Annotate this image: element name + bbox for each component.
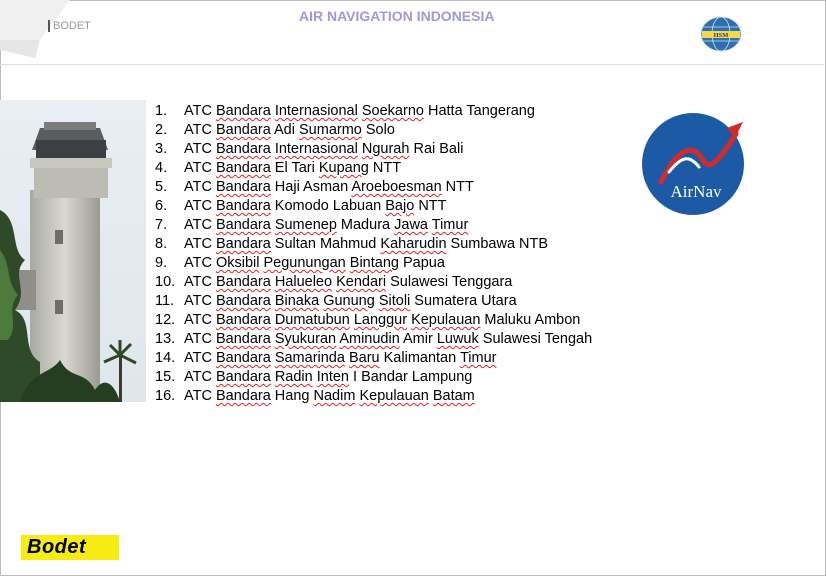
list-item-text: Hang xyxy=(270,388,314,404)
spellcheck-word: Bandara xyxy=(215,274,271,290)
list-item-text: ATC xyxy=(184,274,216,290)
list-item-text: Rai Bali xyxy=(409,141,464,157)
list-item-text: ATC xyxy=(184,122,216,138)
list-item xyxy=(155,140,592,159)
spellcheck-word: Bajo xyxy=(385,198,415,214)
atc-list xyxy=(155,102,592,406)
hsm-logo-text: HSM xyxy=(713,32,729,39)
spellcheck-word: Nadim xyxy=(313,388,356,404)
list-item-text: Maluku Ambon xyxy=(480,312,581,328)
list-item-text: Solo xyxy=(361,122,395,138)
list-item-number: 3. xyxy=(155,141,168,157)
list-item-text: Amir xyxy=(399,331,437,347)
spellcheck-word: Timur xyxy=(431,217,469,233)
spellcheck-word: Timur xyxy=(459,350,497,366)
spellcheck-word: Kendari xyxy=(336,274,387,290)
list-item xyxy=(155,311,592,330)
list-item xyxy=(155,292,592,311)
spellcheck-word: Sumenep xyxy=(274,217,337,233)
list-item-number: 7. xyxy=(155,217,168,233)
spellcheck-word: Radin xyxy=(274,369,313,385)
airnav-logo xyxy=(641,112,745,216)
list-item-text: Sulawesi Tenggara xyxy=(386,274,513,290)
list-item xyxy=(155,368,592,387)
spellcheck-word: Inten xyxy=(316,369,349,385)
list-item-text: Madura xyxy=(336,217,395,233)
list-item xyxy=(155,273,592,292)
list-item-text: Sulawesi Tengah xyxy=(478,331,593,347)
list-item-number: 2. xyxy=(155,122,168,138)
list-item-text: Sultan Mahmud xyxy=(270,236,381,252)
list-item-text: Papua xyxy=(398,255,445,271)
spellcheck-word: Bandara xyxy=(215,198,271,214)
header-brand: BODET xyxy=(48,20,91,32)
list-item-number: 9. xyxy=(155,255,168,271)
spellcheck-word: Gunung xyxy=(323,293,375,309)
list-item-text: NTT xyxy=(441,179,474,195)
list-item-text: ATC xyxy=(184,217,216,233)
spellcheck-word: Dumatubun xyxy=(274,312,350,328)
list-item xyxy=(155,159,592,178)
spellcheck-word: Pegunungan xyxy=(263,255,346,271)
list-item-text: NTT xyxy=(414,198,447,214)
spellcheck-word: Bandara xyxy=(215,293,271,309)
list-item xyxy=(155,387,592,406)
spellcheck-word: Bandara xyxy=(215,122,271,138)
list-item-text: Adi xyxy=(270,122,299,138)
spellcheck-word: Bandara xyxy=(215,369,271,385)
spellcheck-word: Halueleo xyxy=(274,274,333,290)
spellcheck-word: Syukuran xyxy=(274,331,337,347)
spellcheck-word: Samarinda xyxy=(274,350,345,366)
spellcheck-word: Sitoli xyxy=(378,293,411,309)
control-tower-photo xyxy=(0,100,146,402)
spellcheck-word: Ngurah xyxy=(361,141,410,157)
list-item-text: ATC xyxy=(184,312,216,328)
spellcheck-word: Bandara xyxy=(215,331,271,347)
list-item-text: Haji Asman xyxy=(270,179,352,195)
list-item-text: NTT xyxy=(368,160,402,176)
list-item-text: Hatta Tangerang xyxy=(423,103,535,119)
spellcheck-word: Bandara xyxy=(215,312,271,328)
spellcheck-word: Bandara xyxy=(215,236,271,252)
spellcheck-word: Langgur xyxy=(353,312,408,328)
airnav-logo-text: AirNav xyxy=(670,182,722,201)
spellcheck-word: Aminudin xyxy=(339,331,400,347)
spellcheck-word: Bintang xyxy=(349,255,399,271)
list-item-number: 4. xyxy=(155,160,168,176)
list-item xyxy=(155,121,592,140)
list-item-number: 14. xyxy=(155,350,176,366)
list-item xyxy=(155,102,592,121)
list-item-text: ATC xyxy=(184,255,216,271)
spellcheck-word: Luwuk xyxy=(436,331,479,347)
spellcheck-word: Bandara xyxy=(215,350,271,366)
spellcheck-word: Soekarno xyxy=(361,103,424,119)
list-item-text: ATC xyxy=(184,179,216,195)
list-item-text: ATC xyxy=(184,293,216,309)
spellcheck-word: Bandara xyxy=(215,141,271,157)
spellcheck-word: Bandara xyxy=(215,103,271,119)
list-item xyxy=(155,178,592,197)
spellcheck-word: Bandara xyxy=(215,388,271,404)
list-item xyxy=(155,216,592,235)
spellcheck-word: Baru xyxy=(348,350,380,366)
list-item-number: 16. xyxy=(155,388,176,404)
list-item-text: Kalimantan xyxy=(379,350,460,366)
list-item xyxy=(155,235,592,254)
list-item-number: 8. xyxy=(155,236,168,252)
spellcheck-word: Internasional xyxy=(274,141,358,157)
list-item-text: ATC xyxy=(184,350,216,366)
list-item-text: ATC xyxy=(184,103,216,119)
list-item-text: Sumatera Utara xyxy=(410,293,517,309)
bodet-logo-text: Bodet xyxy=(27,536,87,558)
spellcheck-word: Binaka xyxy=(274,293,320,309)
list-item-text: ATC xyxy=(184,236,216,252)
spellcheck-word: Oksibil xyxy=(215,255,260,271)
list-item-number: 1. xyxy=(155,103,168,119)
bodet-logo xyxy=(21,535,119,560)
list-item-number: 5. xyxy=(155,179,168,195)
list-item-number: 6. xyxy=(155,198,168,214)
list-item-text: ATC xyxy=(184,141,216,157)
list-item-text: I Bandar Lampung xyxy=(348,369,473,385)
hsm-globe-logo xyxy=(699,16,743,52)
spellcheck-word: Aroeboesman xyxy=(351,179,442,195)
list-item-number: 11. xyxy=(155,293,175,309)
spellcheck-word: Bandara xyxy=(215,217,271,233)
list-item-text: ATC xyxy=(184,369,216,385)
list-item-text: ATC xyxy=(184,331,216,347)
list-item-text: Sumbawa NTB xyxy=(446,236,549,252)
list-item xyxy=(155,349,592,368)
spellcheck-word: Internasional xyxy=(274,103,358,119)
list-item-text: El Tari xyxy=(270,160,319,176)
list-item-text: ATC xyxy=(184,198,216,214)
list-item-text: ATC xyxy=(184,160,216,176)
spellcheck-word: Sumarmo xyxy=(299,122,362,138)
spellcheck-word: Bandara xyxy=(215,160,271,176)
list-item xyxy=(155,197,592,216)
spellcheck-word: Kepulauan xyxy=(411,312,481,328)
list-item xyxy=(155,254,592,273)
spellcheck-word: Bandara xyxy=(215,179,271,195)
list-item-number: 12. xyxy=(155,312,176,328)
page-title: AIR NAVIGATION INDONESIA xyxy=(299,8,495,24)
list-item-text: ATC xyxy=(184,388,216,404)
list-item-number: 13. xyxy=(155,331,176,347)
spellcheck-word: Kepulauan xyxy=(359,388,429,404)
list-item xyxy=(155,330,592,349)
spellcheck-word: Kupang xyxy=(318,160,369,176)
list-item-text: Komodo Labuan xyxy=(270,198,386,214)
header-divider xyxy=(0,64,824,65)
list-item-number: 15. xyxy=(155,369,176,385)
list-item-number: 10. xyxy=(155,274,176,290)
spellcheck-word: Batam xyxy=(432,388,475,404)
spellcheck-word: Kaharudin xyxy=(380,236,447,252)
spellcheck-word: Jawa xyxy=(394,217,428,233)
